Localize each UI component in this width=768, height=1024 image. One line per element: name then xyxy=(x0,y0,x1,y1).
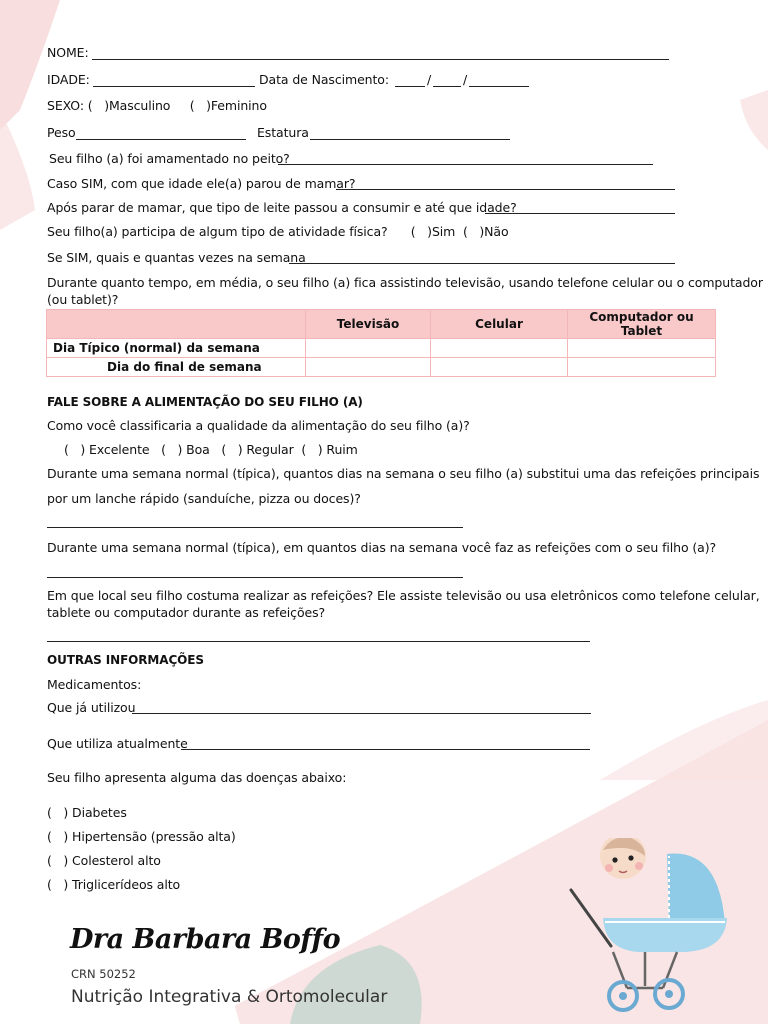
alimentacao-title: FALE SOBRE A ALIMENTAÇÃO DO SEU FILHO (A) xyxy=(47,395,363,409)
row-label: Dia Típico (normal) da semana xyxy=(47,339,306,358)
crn-number: CRN 50252 xyxy=(71,967,136,981)
apos-parar-field[interactable] xyxy=(485,213,675,214)
nome-field[interactable] xyxy=(92,59,669,60)
refeicoes-question: Durante uma semana normal (típica), em quantos dias na semana você faz as refeições com o seu filho (a)? xyxy=(47,540,717,555)
table-cell[interactable] xyxy=(568,339,716,358)
amamentado-field[interactable] xyxy=(278,164,653,165)
row-label: Dia do final de semana xyxy=(47,358,306,377)
idade-field[interactable] xyxy=(93,86,255,87)
doenca-option-triglicerideos[interactable]: ( ) Triglicerídeos alto xyxy=(47,877,181,892)
estatura-label: Estatura xyxy=(257,125,309,140)
screen-time-table xyxy=(46,309,716,377)
se-sim-field[interactable] xyxy=(289,263,675,264)
table-header: Computador ou Tablet xyxy=(568,310,716,339)
lanche-field[interactable] xyxy=(47,527,463,528)
date-separator: / xyxy=(463,72,468,87)
lanche-question: Durante uma semana normal (típica), quantos dias na semana o seu filho (a) substitui uma das refeições principais xyxy=(47,466,760,481)
specialty-text: Nutrição Integrativa & Ortomolecular xyxy=(71,987,388,1007)
table-cell[interactable] xyxy=(431,358,568,377)
peso-label: Peso xyxy=(47,125,76,140)
apos-parar-question: Após parar de mamar, que tipo de leite passou a consumir e até que idade? xyxy=(47,200,517,215)
table-cell[interactable] xyxy=(431,339,568,358)
amamentado-question: Seu filho (a) foi amamentado no peito? xyxy=(49,151,290,166)
table-cell[interactable] xyxy=(568,358,716,377)
peso-field[interactable] xyxy=(76,139,246,140)
table-row xyxy=(47,358,716,377)
lanche-question-cont: por um lanche rápido (sanduíche, pizza ou doces)? xyxy=(47,491,361,506)
idade-label: IDADE: xyxy=(47,72,90,87)
local-field[interactable] xyxy=(47,641,590,642)
doenca-option-hipertensao[interactable]: ( ) Hipertensão (pressão alta) xyxy=(47,829,236,844)
atividade-question[interactable]: Seu filho(a) participa de algum tipo de atividade física? ( )Sim ( )Não xyxy=(47,224,509,239)
birth-day-field[interactable] xyxy=(395,86,425,87)
caso-sim-field[interactable] xyxy=(336,189,675,190)
tempo-tela-question-cont: (ou tablet)? xyxy=(47,292,119,307)
table-row xyxy=(47,339,716,358)
utiliza-label: Que utiliza atualmente xyxy=(47,736,188,751)
caso-sim-question: Caso SIM, com que idade ele(a) parou de mamar? xyxy=(47,176,356,191)
date-separator: / xyxy=(427,72,432,87)
se-sim-question: Se SIM, quais e quantas vezes na semana xyxy=(47,250,306,265)
nome-label: NOME: xyxy=(47,45,89,60)
table-header-row xyxy=(47,310,716,339)
table-header: Celular xyxy=(431,310,568,339)
local-question-cont: tablete ou computador durante as refeições? xyxy=(47,605,326,620)
table-cell[interactable] xyxy=(306,358,431,377)
birth-year-field[interactable] xyxy=(469,86,529,87)
qualidade-options[interactable]: ( ) Excelente ( ) Boa ( ) Regular ( ) Ruim xyxy=(64,442,358,457)
sexo-question[interactable]: SEXO: ( )Masculino ( )Feminino xyxy=(47,98,267,113)
utiliza-field[interactable] xyxy=(181,749,590,750)
data-nascimento-label: Data de Nascimento: xyxy=(259,72,389,87)
qualidade-question: Como você classificaria a qualidade da alimentação do seu filho (a)? xyxy=(47,418,470,433)
local-question: Em que local seu filho costuma realizar as refeições? Ele assiste televisão ou usa eletrônicos como telefone celular, xyxy=(47,588,760,603)
baby-stroller-illustration xyxy=(565,838,745,1018)
outras-title: OUTRAS INFORMAÇÕES xyxy=(47,653,204,667)
ja-utilizou-field[interactable] xyxy=(132,713,591,714)
table-header xyxy=(47,310,306,339)
tempo-tela-question: Durante quanto tempo, em média, o seu filho (a) fica assistindo televisão, usando telefone celular ou o computador xyxy=(47,275,763,290)
doenca-option-diabetes[interactable]: ( ) Diabetes xyxy=(47,805,127,820)
doenca-option-colesterol[interactable]: ( ) Colesterol alto xyxy=(47,853,161,868)
table-cell[interactable] xyxy=(306,339,431,358)
birth-month-field[interactable] xyxy=(433,86,461,87)
signature: Dra Barbara Boffo xyxy=(70,924,341,955)
medicamentos-label: Medicamentos: xyxy=(47,677,142,692)
table-header: Televisão xyxy=(306,310,431,339)
refeicoes-field[interactable] xyxy=(47,577,463,578)
doencas-question: Seu filho apresenta alguma das doenças abaixo: xyxy=(47,770,347,785)
estatura-field[interactable] xyxy=(310,139,510,140)
ja-utilizou-label: Que já utilizou xyxy=(47,700,136,715)
